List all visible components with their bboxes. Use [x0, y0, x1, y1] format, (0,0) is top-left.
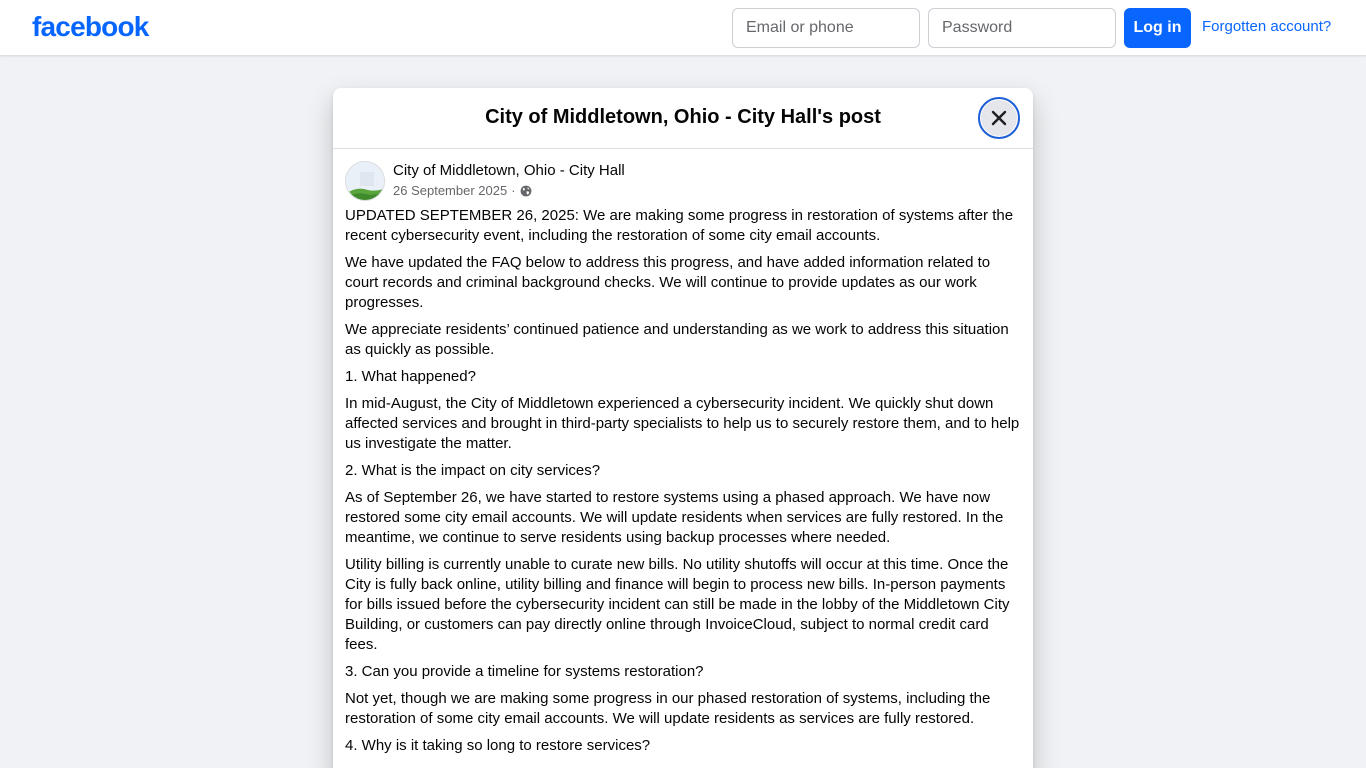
- post-paragraph: As of September 26, we have started to restore systems using a phased approach. We have now restored some city email accounts. We will update residents when services are fully restored. In the meantime, we continue to serve residents using backup processes where needed.: [345, 489, 1004, 546]
- post-dialog: [333, 88, 1033, 768]
- post-paragraph: UPDATED SEPTEMBER 26, 2025: We are making some progress in restoration of systems after the recent cybersecurity event, including the restoration of some city email accounts.: [345, 207, 1014, 244]
- close-icon: [989, 108, 1009, 128]
- close-button[interactable]: [978, 97, 1020, 139]
- post-meta: [393, 183, 532, 198]
- faq-question: 3. Can you provide a timeline for systems restoration?: [345, 663, 704, 680]
- avatar-image-icon: [346, 162, 385, 201]
- post-date[interactable]: 26 September 2025: [393, 183, 508, 198]
- post-paragraph: We have updated the FAQ below to address this progress, and have added information related to court records and criminal background checks. We will continue to provide updates as our work progresses.: [345, 254, 991, 311]
- post-author-row: [345, 161, 1021, 201]
- dialog-title: City of Middletown, Ohio - City Hall's post: [485, 106, 881, 128]
- post-paragraph: Not yet, though we are making some progress in our phased restoration of systems, including the restoration of some city email accounts. We will update residents as services are fully restored.: [345, 690, 991, 727]
- dialog-header: [333, 88, 1033, 149]
- post-paragraph: In mid-August, the City of Middletown experienced a cybersecurity incident. We quickly shut down affected services and brought in third-party specialists to help us to securely restore them, and to help us investigate the matter.: [345, 395, 1020, 452]
- faq-question: 2. What is the impact on city services?: [345, 462, 601, 479]
- facebook-logo[interactable]: facebook: [32, 11, 149, 42]
- author-name[interactable]: City of Middletown, Ohio - City Hall: [393, 162, 625, 179]
- globe-icon: [520, 185, 532, 197]
- faq-question: 1. What happened?: [345, 368, 476, 385]
- faq-question: 4. Why is it taking so long to restore services?: [345, 737, 651, 754]
- password-input[interactable]: [928, 8, 1116, 48]
- post-paragraph: Utility billing is currently unable to curate new bills. No utility shutoffs will occur at this time. Once the City is fully back online, utility billing and finance will begin to process new bills. In-person payments for bills issued before the cybersecurity incident can still be made in the lobby of the Middletown City Building, or customers can pay directly online through InvoiceCloud, subject to normal credit card fees.: [345, 556, 1010, 653]
- email-input[interactable]: [732, 8, 920, 48]
- post-paragraph: We appreciate residents’ continued patience and understanding as we work to address this situation as quickly as possible.: [345, 321, 1009, 358]
- post-body: [345, 206, 1025, 763]
- top-bar: [0, 0, 1366, 56]
- author-avatar[interactable]: [345, 161, 385, 201]
- login-button[interactable]: Log in: [1124, 8, 1191, 48]
- forgotten-account-link[interactable]: Forgotten account?: [1202, 18, 1332, 35]
- meta-separator: ·: [511, 183, 516, 198]
